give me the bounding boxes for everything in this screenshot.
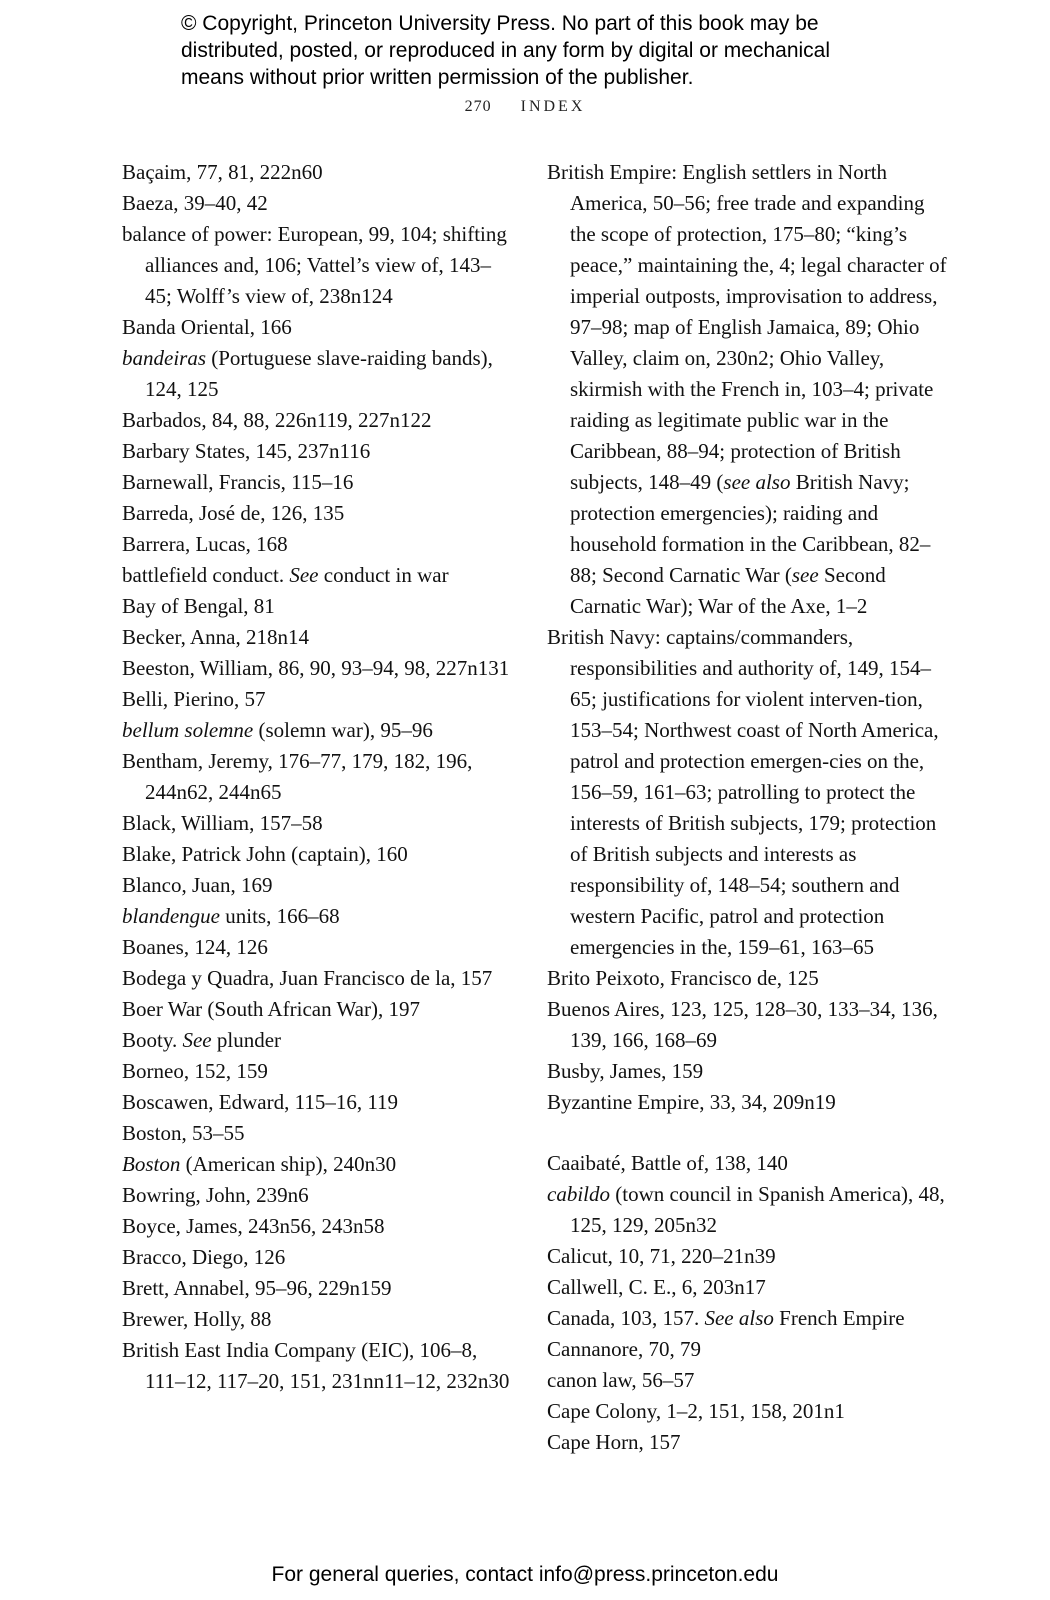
index-entry-text: Banda Oriental, 166 [122, 315, 292, 339]
index-entry [122, 312, 517, 343]
index-entry [122, 591, 517, 622]
index-entry-text: Barbary States, 145, 237n116 [122, 439, 371, 463]
index-entry [122, 901, 517, 932]
index-entry-text: Boscawen, Edward, 115–16, 119 [122, 1090, 399, 1114]
index-entry-text: Boston, 53–55 [122, 1121, 245, 1145]
index-entry-text: (American ship), 240n30 [180, 1152, 397, 1176]
footer-contact: For general queries, contact info@press.princeton.edu [271, 1563, 779, 1586]
index-entry-text: Borneo, 152, 159 [122, 1059, 268, 1083]
index-entry [547, 1179, 947, 1241]
index-entry [122, 746, 517, 808]
index-entry [122, 653, 517, 684]
index-entry [122, 994, 517, 1025]
index-entry [547, 1365, 947, 1396]
index-entry-text: canon law, 56–57 [547, 1368, 695, 1392]
index-entry-text: British Navy; protection emergencies); raiding and household formation in the Caribbean, 82–88; Second Carnatic War ( [570, 470, 931, 587]
index-column-right [547, 157, 947, 1458]
index-entry-text: Booty. [122, 1028, 183, 1052]
index-entry-text: Baçaim, 77, 81, 222n60 [122, 160, 323, 184]
index-entry-text: Boyce, James, 243n56, 243n58 [122, 1214, 385, 1238]
index-entry-text: Byzantine Empire, 33, 34, 209n19 [547, 1090, 836, 1114]
index-entry [122, 1056, 517, 1087]
index-entry-text: Callwell, C. E., 6, 203n17 [547, 1275, 766, 1299]
index-entry-text: Buenos Aires, 123, 125, 128–30, 133–34, 136, 139, 166, 168–69 [547, 997, 938, 1052]
index-entry-text: Barnewall, Francis, 115–16 [122, 470, 354, 494]
index-entry [122, 622, 517, 653]
index-entry-text: Cannanore, 70, 79 [547, 1337, 701, 1361]
index-entry [122, 188, 517, 219]
index-entry [547, 1334, 947, 1365]
index-entry [122, 1335, 517, 1397]
index-entry-italic: See [182, 1028, 212, 1052]
index-entry [122, 405, 517, 436]
index-entry-text: Bodega y Quadra, Juan Francisco de la, 157 [122, 966, 493, 990]
index-entry-italic: see [791, 563, 819, 587]
index-entry-text: Becker, Anna, 218n14 [122, 625, 309, 649]
index-entry [547, 1148, 947, 1179]
index-entry-italic: Boston [122, 1152, 181, 1176]
index-entry [122, 1211, 517, 1242]
index-entry-text: Boer War (South African War), 197 [122, 997, 420, 1021]
index-entry-text: Barreda, José de, 126, 135 [122, 501, 345, 525]
index-entry-text: (town council in Spanish America), 48, 125, 129, 205n32 [570, 1182, 945, 1237]
index-entry-text: French Empire [773, 1306, 905, 1330]
index-entry [122, 1025, 517, 1056]
index-entry-text: Baeza, 39–40, 42 [122, 191, 268, 215]
index-entry [547, 1427, 947, 1458]
index-entry-text: units, 166–68 [219, 904, 340, 928]
index-entry [547, 1056, 947, 1087]
index-entry [122, 1304, 517, 1335]
index-entry-italic: bellum solemne [122, 718, 254, 742]
index-entry [122, 1087, 517, 1118]
index-entry-text: British East India Company (EIC), 106–8, 111–12, 117–20, 151, 231nn11–12, 232n30 [122, 1338, 510, 1393]
index-entry-text: Busby, James, 159 [547, 1059, 704, 1083]
index-entry [122, 1242, 517, 1273]
index-entry-text: balance of power: European, 99, 104; shifting alliances and, 106; Vattel’s view of, 143–45; Wolff’s view of, 238n124 [122, 222, 507, 308]
index-entry-text: Bowring, John, 239n6 [122, 1183, 309, 1207]
index-entry-text: Bentham, Jeremy, 176–77, 179, 182, 196, 244n62, 244n65 [122, 749, 473, 804]
index-entry-text: Cape Colony, 1–2, 151, 158, 201n1 [547, 1399, 845, 1423]
index-entry-text: Boanes, 124, 126 [122, 935, 268, 959]
index-entry [122, 839, 517, 870]
index-entry-text: British Empire: English settlers in North America, 50–56; free trade and expanding the scope of protection, 175–80; “king’s peace,” maintaining the, 4; legal character of imperial outposts, improvisation to address, 97–98; map of English Jamaica, 89; Ohio Valley, claim on, 230n2; Ohio Valley, skirmish with the French in, 103–4; private raiding as legitimate public war in the Caribbean, 88–94; protection of British subjects, 148–49 ( [547, 160, 947, 494]
index-entry-text: (solemn war), 95–96 [253, 718, 433, 742]
index-entry-text: Brett, Annabel, 95–96, 229n159 [122, 1276, 392, 1300]
index-entry-italic: blandengue [122, 904, 220, 928]
index-entry-text: Belli, Pierino, 57 [122, 687, 266, 711]
index-entry-text: Caaibaté, Battle of, 138, 140 [547, 1151, 788, 1175]
index-entry [122, 529, 517, 560]
section-title: INDEX [520, 98, 586, 115]
index-entry-text: Blake, Patrick John (captain), 160 [122, 842, 408, 866]
index-entry [122, 808, 517, 839]
index-entry [122, 498, 517, 529]
index-entry-text: Calicut, 10, 71, 220–21n39 [547, 1244, 776, 1268]
index-entry [122, 560, 517, 591]
index-entry-text: conduct in war [318, 563, 449, 587]
index-entry-text: Second Carnatic War); War of the Axe, 1–2 [570, 563, 886, 618]
index-entry-text: Brito Peixoto, Francisco de, 125 [547, 966, 819, 990]
copyright-line: means without prior written permission of the publisher. [181, 66, 694, 89]
index-entry [547, 963, 947, 994]
index-entry-text: Canada, 103, 157. [547, 1306, 705, 1330]
index-entry-text: battlefield conduct. [122, 563, 290, 587]
index-entry [122, 1273, 517, 1304]
copyright-line: distributed, posted, or reproduced in any form by digital or mechanical [181, 39, 831, 62]
index-entry-text: Bay of Bengal, 81 [122, 594, 275, 618]
index-entry-text: Barbados, 84, 88, 226n119, 227n122 [122, 408, 432, 432]
index-entry [122, 715, 517, 746]
page-number: 270 [464, 98, 492, 115]
index-entry-text: Brewer, Holly, 88 [122, 1307, 272, 1331]
index-entry-text: British Navy: captains/commanders, responsibilities and authority of, 149, 154–65; justifications for violent interven-tion, 153–54; Northwest coast of North America, patrol and protection emergen-cies on the, 156–59, 161–63; patrolling to protect the interests of British subjects, 179; protection of British subjects and interests as responsibility of, 148–54; southern and western Pacific, patrol and protection emergencies in the, 159–61, 163–65 [547, 625, 939, 959]
index-entry [122, 870, 517, 901]
index-entry-italic: see also [723, 470, 791, 494]
index-entry-text: plunder [211, 1028, 282, 1052]
copyright-notice [181, 10, 941, 91]
index-entry-text: Bracco, Diego, 126 [122, 1245, 286, 1269]
index-entry [122, 467, 517, 498]
index-entry-text: Beeston, William, 86, 90, 93–94, 98, 227n131 [122, 656, 510, 680]
index-entry [122, 157, 517, 188]
index-entry-text: (Portuguese slave-raiding bands), 124, 125 [145, 346, 493, 401]
index-entry [122, 436, 517, 467]
index-entry [547, 1241, 947, 1272]
index-column-left [122, 157, 517, 1397]
index-entry-italic: cabildo [547, 1182, 610, 1206]
index-entry [547, 1396, 947, 1427]
index-entry [547, 157, 947, 622]
index-entry-italic: See also [704, 1306, 774, 1330]
index-entry [547, 622, 947, 963]
index-entry-text: Barrera, Lucas, 168 [122, 532, 288, 556]
index-entry-italic: bandeiras [122, 346, 206, 370]
index-entry [122, 1118, 517, 1149]
index-entry-text: Blanco, Juan, 169 [122, 873, 273, 897]
running-head [0, 98, 1050, 116]
index-entry [122, 343, 517, 405]
index-entry [547, 1272, 947, 1303]
index-entry [122, 1180, 517, 1211]
index-entry-text: Black, William, 157–58 [122, 811, 323, 835]
index-entry [122, 219, 517, 312]
index-entry [122, 963, 517, 994]
index-entry [547, 1087, 947, 1118]
index-entry [122, 1149, 517, 1180]
index-entry [547, 1303, 947, 1334]
index-entry [122, 932, 517, 963]
copyright-line: © Copyright, Princeton University Press. No part of this book may be [181, 12, 819, 35]
index-entry-italic: See [289, 563, 319, 587]
index-entry [122, 684, 517, 715]
index-entry [547, 994, 947, 1056]
index-entry-text: Cape Horn, 157 [547, 1430, 681, 1454]
